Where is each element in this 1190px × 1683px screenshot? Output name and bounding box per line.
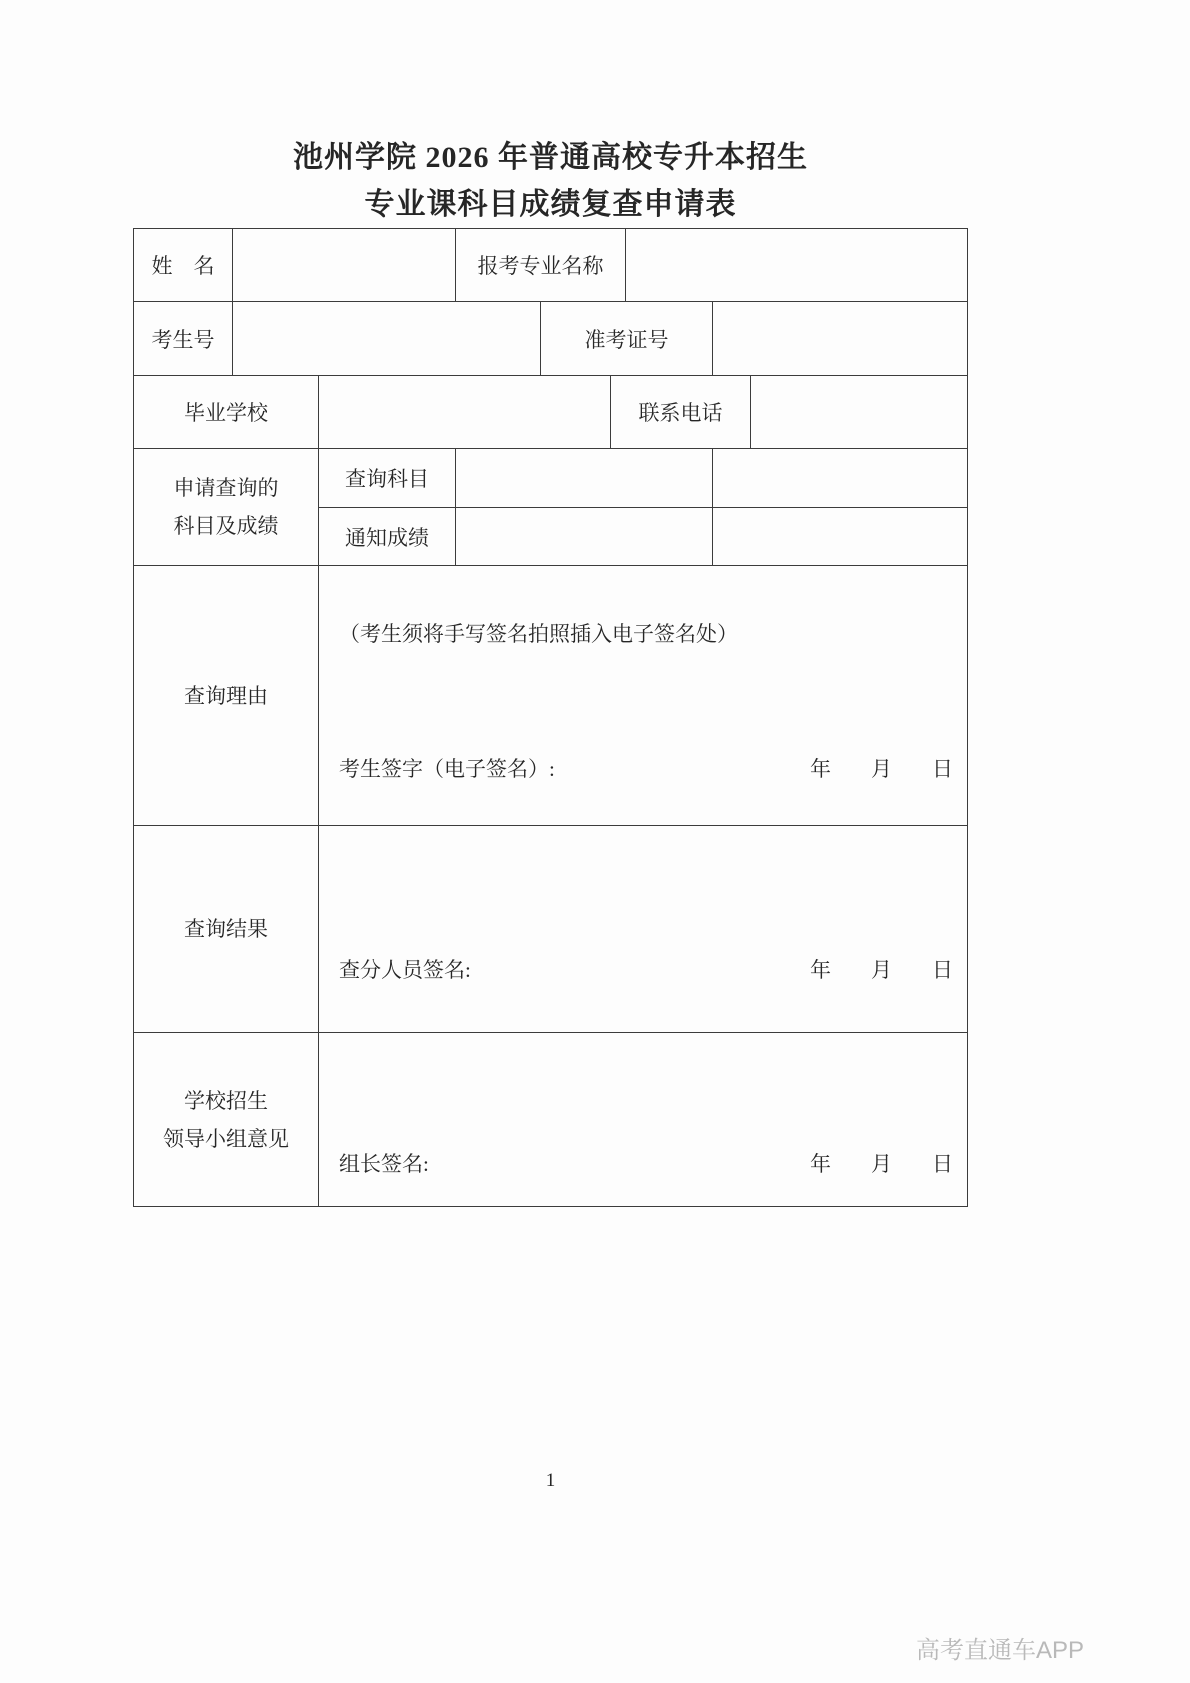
row-graduation-school	[134, 376, 967, 449]
day-label: 日	[932, 757, 953, 781]
watermark-text: 高考直通车APP	[915, 1637, 1084, 1664]
leading-group-header	[163, 1082, 289, 1158]
candidate-signature-label: 考生签字（电子签名）:	[339, 757, 555, 781]
page-number: 1	[545, 1470, 556, 1491]
year-label: 年	[810, 958, 831, 982]
admission-ticket-label-cell	[541, 302, 713, 375]
leading-group-header-cell	[134, 1033, 319, 1206]
applied-major-value-cell	[626, 229, 967, 301]
title-line-1: 池州学院 2026 年普通高校专升本招生	[293, 141, 808, 174]
group-leader-signature-date	[810, 1148, 953, 1178]
leading-group-header-line1: 学校招生	[184, 1088, 268, 1113]
contact-phone-label-cell	[611, 376, 751, 448]
group-leader-signature-row	[339, 1148, 953, 1178]
month-label: 月	[871, 757, 892, 781]
day-label: 日	[932, 1152, 953, 1176]
query-subject-value-cell	[456, 449, 713, 507]
row-query-subjects	[134, 449, 967, 566]
graduation-school-label-cell	[134, 376, 319, 448]
checker-signature-date	[810, 954, 953, 984]
contact-phone-label: 联系电话	[638, 401, 723, 425]
graduation-school-label: 毕业学校	[184, 401, 268, 425]
candidate-signature-date	[810, 753, 953, 783]
row-leading-group-opinion	[134, 1033, 967, 1206]
notified-score-value-cell	[456, 508, 713, 565]
query-subject-extra-cell	[713, 449, 967, 507]
year-label: 年	[810, 757, 831, 781]
applied-major-label-cell	[456, 229, 626, 301]
checker-signature-row	[339, 954, 953, 984]
query-reason-header-cell	[134, 566, 319, 825]
query-result-content-cell	[319, 826, 967, 1032]
candidate-number-label-cell	[134, 302, 233, 375]
row-query-reason	[134, 566, 967, 826]
month-label: 月	[871, 958, 892, 982]
row-name	[134, 229, 967, 302]
query-subject-label-cell	[319, 449, 456, 507]
admission-ticket-label: 准考证号	[584, 327, 669, 352]
notified-score-label-cell	[319, 508, 456, 565]
leading-group-header-line2: 领导小组意见	[163, 1126, 289, 1151]
sub-row-notified-score	[319, 508, 967, 565]
sub-row-query-subject	[319, 449, 967, 508]
application-form-table	[133, 228, 968, 1207]
admission-ticket-value-cell	[713, 302, 967, 375]
day-label: 日	[932, 958, 953, 982]
group-leader-signature-label: 组长签名:	[339, 1152, 429, 1176]
document-title	[133, 134, 968, 228]
query-result-header: 查询结果	[184, 917, 268, 941]
signature-instruction-note: （考生须将手写签名拍照插入电子签名处）	[339, 622, 738, 646]
query-reason-content-cell	[319, 566, 967, 825]
query-subjects-header-line1: 申请查询的	[173, 476, 279, 500]
row-candidate-number	[134, 302, 967, 376]
query-subjects-subtable	[319, 449, 967, 565]
candidate-number-value-cell	[233, 302, 541, 375]
name-label: 姓 名	[151, 254, 215, 278]
title-line-2: 专业课科目成绩复查申请表	[364, 188, 737, 221]
leading-group-content-cell	[319, 1033, 967, 1206]
graduation-school-value-cell	[319, 376, 611, 448]
month-label: 月	[871, 1152, 892, 1176]
notified-score-extra-cell	[713, 508, 967, 565]
notified-score-label: 通知成绩	[345, 525, 429, 550]
checker-signature-label: 查分人员签名:	[339, 958, 471, 982]
row-query-result	[134, 826, 967, 1033]
query-result-header-cell	[134, 826, 319, 1032]
query-subjects-header-cell	[134, 449, 319, 565]
name-label-cell	[134, 229, 233, 301]
query-subject-label: 查询科目	[345, 467, 429, 491]
query-subjects-header	[174, 469, 279, 545]
contact-phone-value-cell	[751, 376, 967, 448]
candidate-number-label: 考生号	[151, 327, 215, 352]
query-reason-header: 查询理由	[184, 683, 268, 708]
applied-major-label: 报考专业名称	[477, 254, 604, 278]
year-label: 年	[810, 1152, 831, 1176]
candidate-signature-row	[339, 753, 953, 783]
name-value-cell	[233, 229, 456, 301]
query-subjects-header-line2: 科目及成绩	[173, 514, 279, 538]
